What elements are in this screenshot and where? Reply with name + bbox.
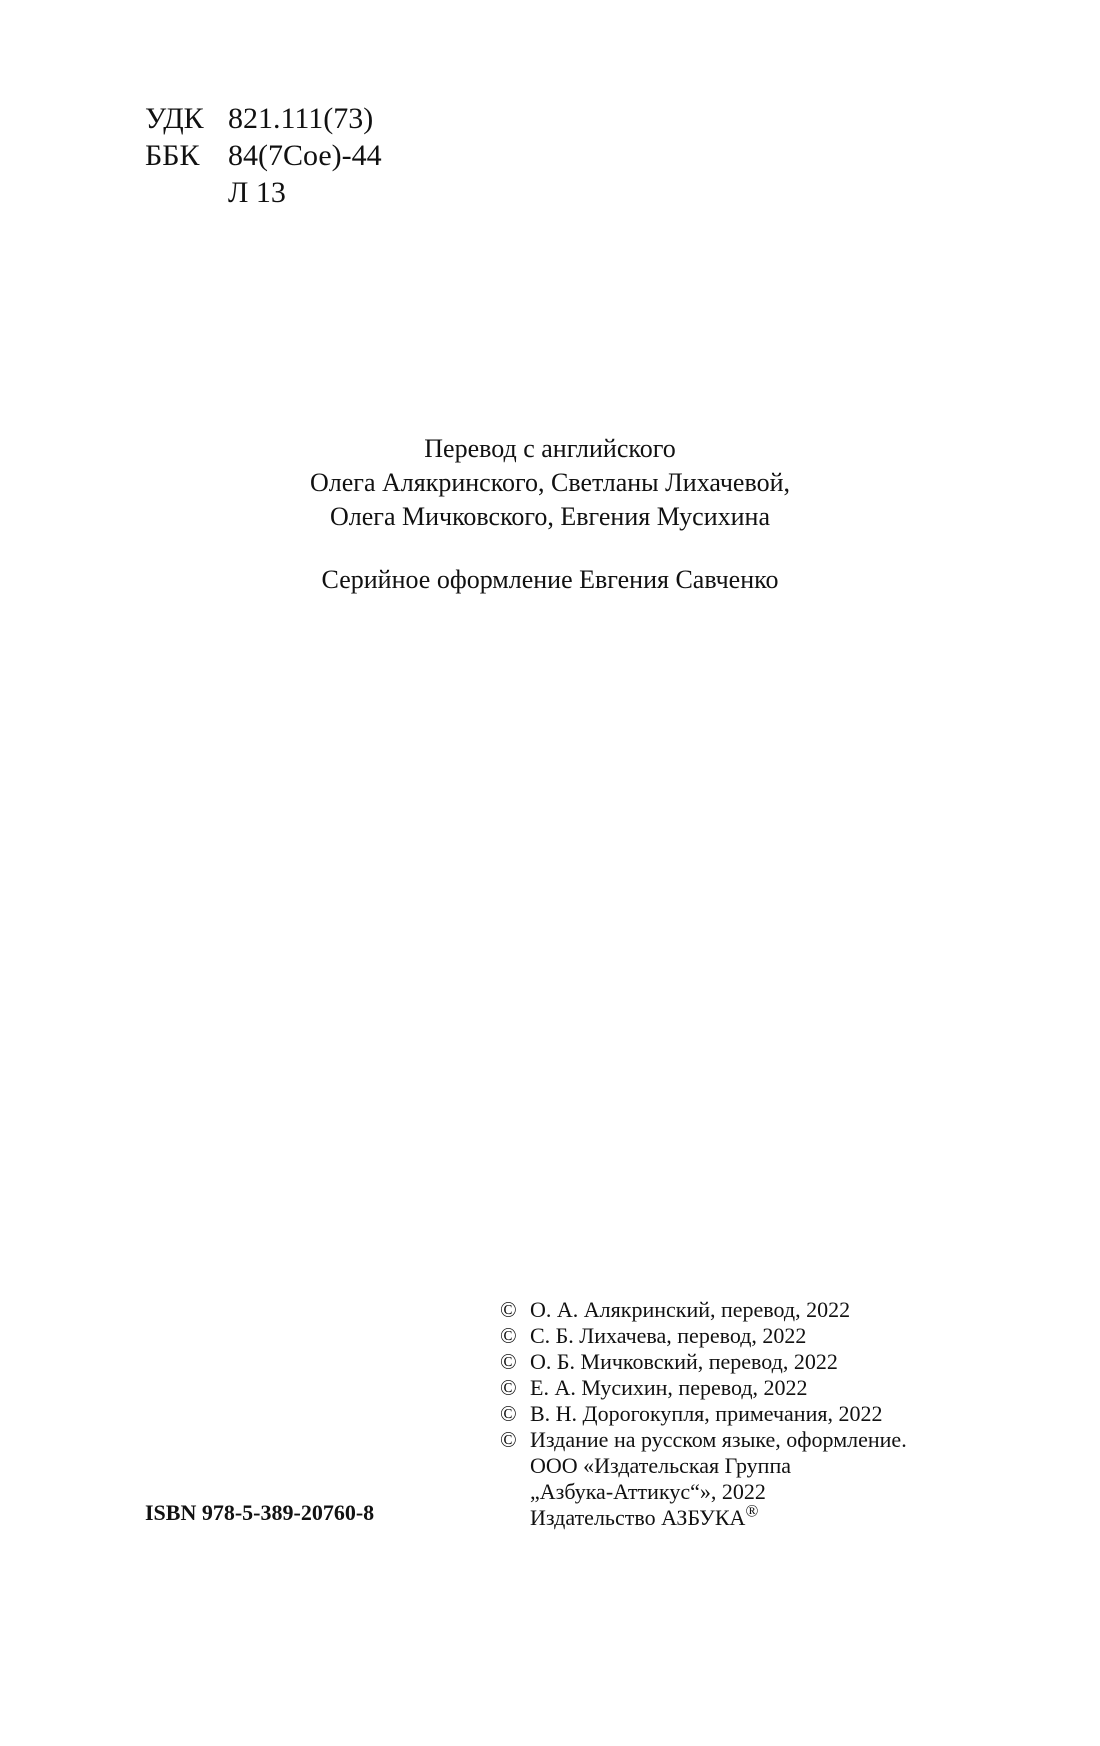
bbk-row: [145, 137, 382, 174]
publisher-line: ООО «Издательская Группа: [530, 1453, 791, 1478]
copyright-text: В. Н. Дорогокупля, примечания, 2022: [530, 1401, 883, 1426]
copyright-text: Издание на русском языке, оформление.: [530, 1427, 907, 1452]
bbk-value: 84(7Сое)-44: [228, 139, 382, 172]
classification-block: [145, 100, 382, 211]
series-design-credit: Серийное оформление Евгения Савченко: [321, 565, 779, 594]
publisher-imprint: Издательство АЗБУКА: [530, 1505, 746, 1530]
copyright-entry: [500, 1401, 907, 1427]
copyright-symbol: ©: [500, 1323, 517, 1348]
translators-line-1: Олега Алякринского, Светланы Лихачевой,: [310, 468, 790, 497]
copyright-entry: [500, 1297, 907, 1323]
author-mark: Л 13: [228, 176, 286, 209]
translators-line-2: Олега Мичковского, Евгения Мусихина: [329, 502, 770, 531]
copyright-text: О. А. Алякринский, перевод, 2022: [530, 1297, 851, 1322]
copyright-text: С. Б. Лихачева, перевод, 2022: [530, 1323, 807, 1348]
copyright-symbol: ©: [500, 1427, 517, 1452]
copyright-symbol: ©: [500, 1297, 517, 1322]
udk-row: [145, 100, 382, 137]
udk-label: УДК: [145, 102, 204, 135]
translation-credits: [0, 432, 1100, 534]
copyright-entry: [500, 1323, 907, 1349]
copyright-symbol: ©: [500, 1401, 517, 1426]
copyright-block: [500, 1297, 907, 1531]
isbn: ISBN 978-5-389-20760-8: [145, 1500, 375, 1525]
publisher-line: „Азбука-Аттикус“», 2022: [530, 1479, 766, 1504]
copyright-entry: [500, 1427, 907, 1453]
author-mark-row: [145, 174, 382, 211]
copyright-symbol: ©: [500, 1349, 517, 1374]
translation-heading: Перевод с английского: [424, 434, 676, 463]
registered-mark: ®: [745, 1501, 759, 1521]
udk-value: 821.111(73): [228, 102, 374, 135]
copyright-symbol: ©: [500, 1375, 517, 1400]
copyright-text: Е. А. Мусихин, перевод, 2022: [530, 1375, 808, 1400]
bbk-label: ББК: [145, 139, 200, 172]
publisher-imprint-row: [500, 1501, 907, 1531]
copyright-text: О. Б. Мичковский, перевод, 2022: [530, 1349, 838, 1374]
copyright-entry: [500, 1349, 907, 1375]
copyright-entry: [500, 1375, 907, 1401]
